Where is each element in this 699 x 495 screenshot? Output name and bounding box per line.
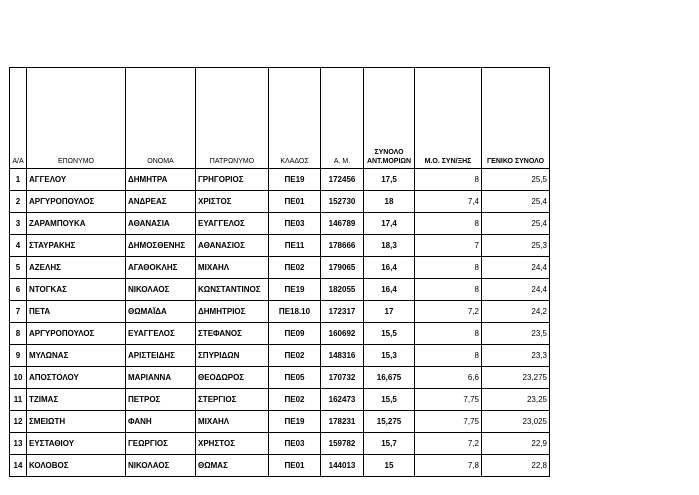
cell-avg: 7,75 <box>415 411 482 433</box>
cell-grand-total: 23,025 <box>482 411 550 433</box>
cell-grand-total: 25,4 <box>482 213 550 235</box>
cell-name: ΓΕΩΡΓΙΟΣ <box>126 433 196 455</box>
cell-branch: ΠΕ19 <box>269 279 321 301</box>
cell-grand-total: 22,9 <box>482 433 550 455</box>
cell-father: ΧΡΙΣΤΟΣ <box>196 191 269 213</box>
cell-surname: ΑΖΕΛΗΣ <box>27 257 126 279</box>
header-name: ΟΝΟΜΑ <box>126 68 196 169</box>
cell-avg: 8 <box>415 213 482 235</box>
cell-name: ΑΝΔΡΕΑΣ <box>126 191 196 213</box>
cell-aa: 4 <box>10 235 27 257</box>
cell-avg: 7,4 <box>415 191 482 213</box>
cell-father: ΕΥΑΓΓΕΛΟΣ <box>196 213 269 235</box>
cell-aa: 7 <box>10 301 27 323</box>
header-branch: ΚΛΑΔΟΣ <box>269 68 321 169</box>
cell-surname: ΖΑΡΑΜΠΟΥΚΑ <box>27 213 126 235</box>
cell-am: 178666 <box>321 235 364 257</box>
cell-aa: 9 <box>10 345 27 367</box>
cell-father: ΓΡΗΓΟΡΙΟΣ <box>196 169 269 191</box>
cell-aa: 5 <box>10 257 27 279</box>
cell-am: 179065 <box>321 257 364 279</box>
cell-avg: 8 <box>415 279 482 301</box>
header-total-line1: ΣΥΝΟΛΟ <box>374 149 404 156</box>
cell-surname: ΣΤΑΥΡΑΚΗΣ <box>27 235 126 257</box>
cell-avg: 7 <box>415 235 482 257</box>
cell-name: ΦΑΝΗ <box>126 411 196 433</box>
cell-am: 172317 <box>321 301 364 323</box>
header-total-line2: ΑΝΤ.ΜΟΡΙΩΝ <box>366 158 412 165</box>
table-row <box>10 345 550 367</box>
header-surname: ΕΠΩΝΥΜΟ <box>27 68 126 169</box>
cell-am: 162473 <box>321 389 364 411</box>
cell-branch: ΠΕ19 <box>269 411 321 433</box>
cell-branch: ΠΕ01 <box>269 455 321 477</box>
cell-am: 160692 <box>321 323 364 345</box>
cell-branch: ΠΕ19 <box>269 169 321 191</box>
cell-am: 148316 <box>321 345 364 367</box>
cell-total: 15,7 <box>364 433 415 455</box>
cell-am: 152730 <box>321 191 364 213</box>
table-body <box>10 169 550 477</box>
cell-avg: 7,2 <box>415 301 482 323</box>
table-row <box>10 411 550 433</box>
table-row <box>10 213 550 235</box>
cell-grand-total: 25,5 <box>482 169 550 191</box>
cell-father: ΜΙΧΑΗΛ <box>196 411 269 433</box>
cell-total: 15,3 <box>364 345 415 367</box>
cell-father: ΜΙΧΑΗΛ <box>196 257 269 279</box>
cell-avg: 7,75 <box>415 389 482 411</box>
cell-grand-total: 25,3 <box>482 235 550 257</box>
cell-branch: ΠΕ09 <box>269 323 321 345</box>
cell-total: 16,675 <box>364 367 415 389</box>
cell-grand-total: 24,4 <box>482 279 550 301</box>
table-row <box>10 235 550 257</box>
cell-father: ΣΤΕΦΑΝΟΣ <box>196 323 269 345</box>
cell-avg: 8 <box>415 323 482 345</box>
cell-branch: ΠΕ02 <box>269 345 321 367</box>
cell-total: 17,4 <box>364 213 415 235</box>
table-row <box>10 257 550 279</box>
cell-avg: 8 <box>415 345 482 367</box>
ranking-table <box>9 67 550 477</box>
cell-father: ΘΩΜΑΣ <box>196 455 269 477</box>
table-row <box>10 433 550 455</box>
cell-am: 170732 <box>321 367 364 389</box>
cell-total: 15 <box>364 455 415 477</box>
cell-father: ΣΠΥΡΙΔΩΝ <box>196 345 269 367</box>
cell-name: ΑΓΑΘΟΚΛΗΣ <box>126 257 196 279</box>
table-row <box>10 455 550 477</box>
table-row <box>10 389 550 411</box>
cell-branch: ΠΕ02 <box>269 257 321 279</box>
cell-am: 144013 <box>321 455 364 477</box>
cell-total: 17,5 <box>364 169 415 191</box>
cell-total: 16,4 <box>364 257 415 279</box>
cell-aa: 14 <box>10 455 27 477</box>
cell-branch: ΠΕ02 <box>269 389 321 411</box>
table-row <box>10 169 550 191</box>
cell-name: ΑΘΑΝΑΣΙΑ <box>126 213 196 235</box>
cell-total: 15,275 <box>364 411 415 433</box>
cell-am: 182055 <box>321 279 364 301</box>
cell-am: 146789 <box>321 213 364 235</box>
header-grand-total: ΓΕΝΙΚΟ ΣΥΝΟΛΟ <box>482 68 550 169</box>
table-row <box>10 191 550 213</box>
cell-am: 172456 <box>321 169 364 191</box>
cell-aa: 1 <box>10 169 27 191</box>
cell-branch: ΠΕ18.10 <box>269 301 321 323</box>
cell-aa: 8 <box>10 323 27 345</box>
cell-surname: ΤΖΙΜΑΣ <box>27 389 126 411</box>
cell-surname: ΠΕΤΑ <box>27 301 126 323</box>
cell-avg: 7,8 <box>415 455 482 477</box>
cell-surname: ΑΡΓΥΡΟΠΟΥΛΟΣ <box>27 191 126 213</box>
cell-name: ΝΙΚΟΛΑΟΣ <box>126 279 196 301</box>
cell-avg: 8 <box>415 257 482 279</box>
cell-branch: ΠΕ11 <box>269 235 321 257</box>
cell-grand-total: 23,275 <box>482 367 550 389</box>
cell-aa: 11 <box>10 389 27 411</box>
cell-father: ΘΕΟΔΩΡΟΣ <box>196 367 269 389</box>
table-row <box>10 367 550 389</box>
cell-father: ΑΘΑΝΑΣΙΟΣ <box>196 235 269 257</box>
header-avg: Μ.Ο. ΣΥΝ/ΞΗΣ <box>415 68 482 169</box>
cell-father: ΧΡΗΣΤΟΣ <box>196 433 269 455</box>
cell-surname: ΑΓΓΕΛΟΥ <box>27 169 126 191</box>
cell-avg: 6,6 <box>415 367 482 389</box>
table-row <box>10 323 550 345</box>
cell-total: 18,3 <box>364 235 415 257</box>
cell-avg: 7,2 <box>415 433 482 455</box>
cell-surname: ΕΥΣΤΑΘΙΟΥ <box>27 433 126 455</box>
cell-total: 18 <box>364 191 415 213</box>
header-aa: Α/Α <box>10 68 27 169</box>
table-row <box>10 279 550 301</box>
cell-father: ΚΩΝΣΤΑΝΤΙΝΟΣ <box>196 279 269 301</box>
cell-branch: ΠΕ01 <box>269 191 321 213</box>
cell-avg: 8 <box>415 169 482 191</box>
cell-aa: 6 <box>10 279 27 301</box>
cell-total: 17 <box>364 301 415 323</box>
cell-branch: ΠΕ05 <box>269 367 321 389</box>
cell-aa: 3 <box>10 213 27 235</box>
cell-am: 178231 <box>321 411 364 433</box>
cell-name: ΝΙΚΟΛΑΟΣ <box>126 455 196 477</box>
cell-name: ΕΥΑΓΓΕΛΟΣ <box>126 323 196 345</box>
cell-grand-total: 23,3 <box>482 345 550 367</box>
cell-father: ΣΤΕΡΓΙΟΣ <box>196 389 269 411</box>
cell-aa: 13 <box>10 433 27 455</box>
cell-surname: ΑΠΟΣΤΟΛΟΥ <box>27 367 126 389</box>
cell-name: ΠΕΤΡΟΣ <box>126 389 196 411</box>
cell-name: ΜΑΡΙΑΝΝΑ <box>126 367 196 389</box>
cell-aa: 12 <box>10 411 27 433</box>
cell-grand-total: 25,4 <box>482 191 550 213</box>
cell-name: ΘΩΜΑΪΔΑ <box>126 301 196 323</box>
cell-surname: ΜΥΛΩΝΑΣ <box>27 345 126 367</box>
cell-grand-total: 22,8 <box>482 455 550 477</box>
cell-name: ΔΗΜΗΤΡΑ <box>126 169 196 191</box>
cell-aa: 2 <box>10 191 27 213</box>
header-total <box>364 68 415 169</box>
header-am: Α. Μ. <box>321 68 364 169</box>
cell-am: 159782 <box>321 433 364 455</box>
cell-grand-total: 23,25 <box>482 389 550 411</box>
cell-father: ΔΗΜΗΤΡΙΟΣ <box>196 301 269 323</box>
cell-total: 15,5 <box>364 389 415 411</box>
cell-grand-total: 23,5 <box>482 323 550 345</box>
cell-surname: ΑΡΓΥΡΟΠΟΥΛΟΣ <box>27 323 126 345</box>
cell-branch: ΠΕ03 <box>269 433 321 455</box>
cell-surname: ΣΜΕΙΩΤΗ <box>27 411 126 433</box>
cell-total: 16,4 <box>364 279 415 301</box>
header-row <box>10 68 550 169</box>
cell-surname: ΝΤΟΓΚΑΣ <box>27 279 126 301</box>
cell-branch: ΠΕ03 <box>269 213 321 235</box>
cell-aa: 10 <box>10 367 27 389</box>
cell-name: ΔΗΜΟΣΘΕΝΗΣ <box>126 235 196 257</box>
cell-total: 15,5 <box>364 323 415 345</box>
cell-name: ΑΡΙΣΤΕΙΔΗΣ <box>126 345 196 367</box>
table-row <box>10 301 550 323</box>
cell-surname: ΚΟΛΟΒΟΣ <box>27 455 126 477</box>
header-father: ΠΑΤΡΩΝΥΜΟ <box>196 68 269 169</box>
cell-grand-total: 24,4 <box>482 257 550 279</box>
cell-grand-total: 24,2 <box>482 301 550 323</box>
